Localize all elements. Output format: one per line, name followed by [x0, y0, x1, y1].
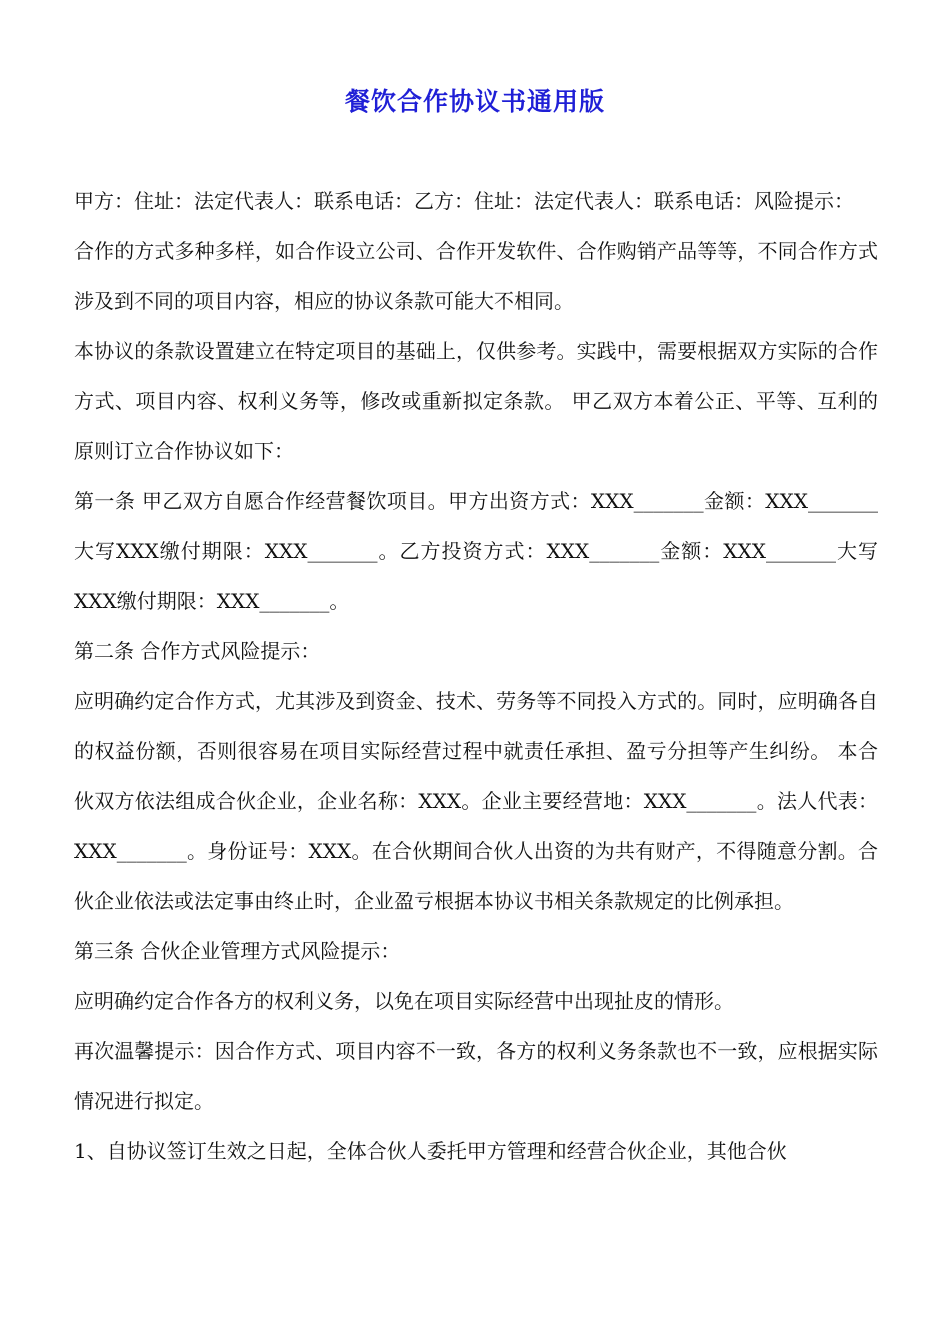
document-title: 餐饮合作协议书通用版: [344, 87, 605, 116]
reminder-paragraph: 再次温馨提示：因合作方式、项目内容不一致，各方的权利义务条款也不一致，应根据实际情况进行拟定。: [74, 1039, 878, 1113]
clause-1-paragraph: 1、自协议签订生效之日起，全体合伙人委托甲方管理和经营合伙企业，其他合伙: [74, 1139, 787, 1163]
article-2-body: 应明确约定合作方式，尤其涉及到资金、技术、劳务等不同投入方式的。同时，应明确各自的权益份额，否则很容易在项目实际经营过程中就责任承担、盈亏分担等产生纠纷。 本合伙双方依法组成合伙企业，企业名称：XXX。企业主要经营地：XXX_______。法人代表：XXX_______。身份证号：XXX。在合伙期间合伙人出资的为共有财产，不得随意分割。合伙企业依法或法定事由终止时，企业盈亏根据本协议书相关条款规定的比例承担。: [74, 689, 878, 913]
party-info-paragraph: 甲方：住址：法定代表人：联系电话：乙方：住址：法定代表人：联系电话：风险提示：: [74, 189, 854, 213]
document-body: [74, 176, 878, 1176]
article-2-heading: 第二条 合作方式风险提示：: [74, 639, 321, 663]
cooperation-mode-paragraph: 合作的方式多种多样，如合作设立公司、合作开发软件、合作购销产品等等，不同合作方式涉及到不同的项目内容，相应的协议条款可能大不相同。: [74, 239, 878, 313]
article-3-heading: 第三条 合伙企业管理方式风险提示：: [74, 939, 401, 963]
agreement-preamble-paragraph: 本协议的条款设置建立在特定项目的基础上，仅供参考。实践中，需要根据双方实际的合作方式、项目内容、权利义务等，修改或重新拟定条款。 甲乙双方本着公正、平等、互利的原则订立合作协议如下：: [74, 339, 878, 463]
article-1-paragraph: 第一条 甲乙双方自愿合作经营餐饮项目。甲方出资方式：XXX_______金额：XXX_______大写XXX缴付期限：XXX_______。乙方投资方式：XXX_______金额：XXX_______大写XXX缴付期限：XXX_______。: [74, 489, 878, 613]
article-3-body: 应明确约定合作各方的权利义务，以免在项目实际经营中出现扯皮的情形。: [74, 989, 734, 1013]
